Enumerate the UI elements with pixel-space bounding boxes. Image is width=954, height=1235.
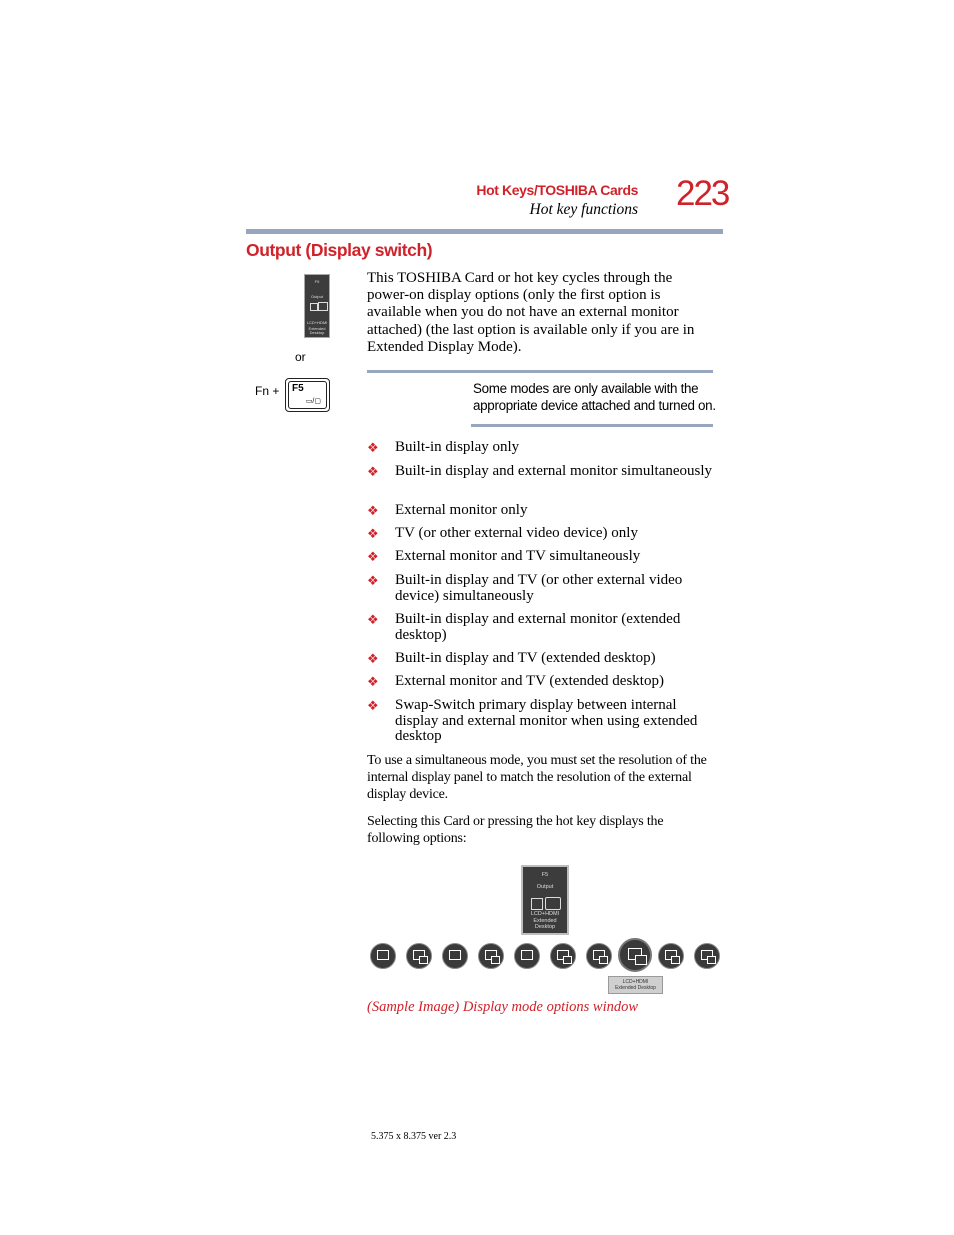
- bullet-icon: ❖: [367, 549, 379, 564]
- mode-option-tv-icon[interactable]: [478, 943, 504, 969]
- list-item: ❖ Swap-Switch primary display between internal display and external monitor when using extended desktop: [367, 697, 698, 745]
- running-header-subsection: Hot key functions: [529, 201, 638, 218]
- list-item: ❖ Built-in display and external monitor simultaneously: [367, 463, 713, 479]
- figure-caption: (Sample Image) Display mode options window: [367, 999, 639, 1015]
- note-rule-bottom: [471, 424, 713, 427]
- f5-key-icon: [285, 378, 330, 412]
- card-mode-sub: Extended Desktop: [533, 918, 557, 930]
- bullet-icon: ❖: [367, 464, 379, 479]
- list-item: ❖ Built-in display and external monitor (extended desktop): [367, 611, 681, 643]
- card-key-name: F5: [541, 872, 549, 878]
- running-header-section: Hot Keys/TOSHIBA Cards: [476, 182, 638, 198]
- list-item: ❖ External monitor only: [367, 502, 528, 518]
- note-text: Some modes are only available with the appropriate device attached and turned on.: [473, 381, 716, 414]
- laptop-icon: [531, 898, 543, 910]
- mode-option-selected-extended-icon[interactable]: [618, 938, 652, 972]
- list-item: ❖ Built-in display and TV (extended desktop): [367, 650, 656, 666]
- header-rule: [246, 229, 723, 234]
- card-mode-label: LCD+HDMI: [530, 911, 560, 917]
- page-number: 223: [676, 174, 729, 213]
- bullet-icon: ❖: [367, 674, 379, 689]
- fn-label: Fn +: [255, 384, 280, 398]
- card-title: Output: [536, 884, 554, 890]
- output-card-large: [521, 865, 569, 935]
- mode-option-swap-icon[interactable]: [694, 943, 720, 969]
- intro-paragraph: This TOSHIBA Card or hot key cycles through the power-on display options (only the first option is available when you do not have an external monitor attached) (the last option is available only if you are in Extended Display Mode).: [367, 270, 695, 355]
- output-card-icon: [304, 274, 330, 338]
- key-label: F5: [292, 383, 304, 394]
- mode-option-builtin-external-icon[interactable]: [406, 943, 432, 969]
- card-mode-label: LCD+HDMI: [306, 320, 328, 325]
- list-item: ❖ External monitor and TV simultaneously: [367, 548, 641, 564]
- card-mode-sub: Extended Desktop: [308, 326, 326, 335]
- list-item: ❖ Built-in display and TV (or other external video device) simultaneously: [367, 572, 683, 604]
- section-heading: Output (Display switch): [246, 240, 433, 260]
- bullet-icon: ❖: [367, 440, 379, 455]
- laptop-icon: [310, 303, 318, 311]
- monitor-icon: [545, 897, 561, 910]
- list-item: ❖ Built-in display only: [367, 439, 520, 455]
- mode-option-external-icon[interactable]: [442, 943, 468, 969]
- mode-option-external-tv-icon[interactable]: [514, 943, 540, 969]
- simultaneous-mode-paragraph: To use a simultaneous mode, you must set the resolution of the internal display panel to match the resolution of the external display device.: [367, 753, 707, 802]
- card-title: Output: [310, 294, 323, 299]
- note-rule-top: [367, 370, 713, 373]
- mode-option-builtin-icon[interactable]: [370, 943, 396, 969]
- bullet-icon: ❖: [367, 573, 379, 588]
- mode-option-builtin-tv-icon[interactable]: [550, 943, 576, 969]
- list-item: ❖ TV (or other external video device) only: [367, 525, 638, 541]
- selected-mode-tooltip: LCD+HDMI Extended Desktop: [608, 976, 663, 994]
- options-paragraph: Selecting this Card or pressing the hot key displays the following options:: [367, 814, 664, 846]
- bullet-icon: ❖: [367, 503, 379, 518]
- card-key-name: F5: [314, 279, 320, 284]
- mode-option-extended-tv-icon[interactable]: [658, 943, 684, 969]
- monitor-icon: [318, 302, 328, 311]
- bullet-icon: ❖: [367, 698, 379, 713]
- page-footer: 5.375 x 8.375 ver 2.3: [371, 1131, 457, 1142]
- list-item: ❖ External monitor and TV (extended desktop): [367, 673, 664, 689]
- display-switch-icon: ▭/▢: [305, 398, 321, 405]
- bullet-icon: ❖: [367, 526, 379, 541]
- mode-option-extended-external-icon[interactable]: [586, 943, 612, 969]
- bullet-icon: ❖: [367, 651, 379, 666]
- bullet-icon: ❖: [367, 612, 379, 627]
- or-label: or: [295, 350, 306, 364]
